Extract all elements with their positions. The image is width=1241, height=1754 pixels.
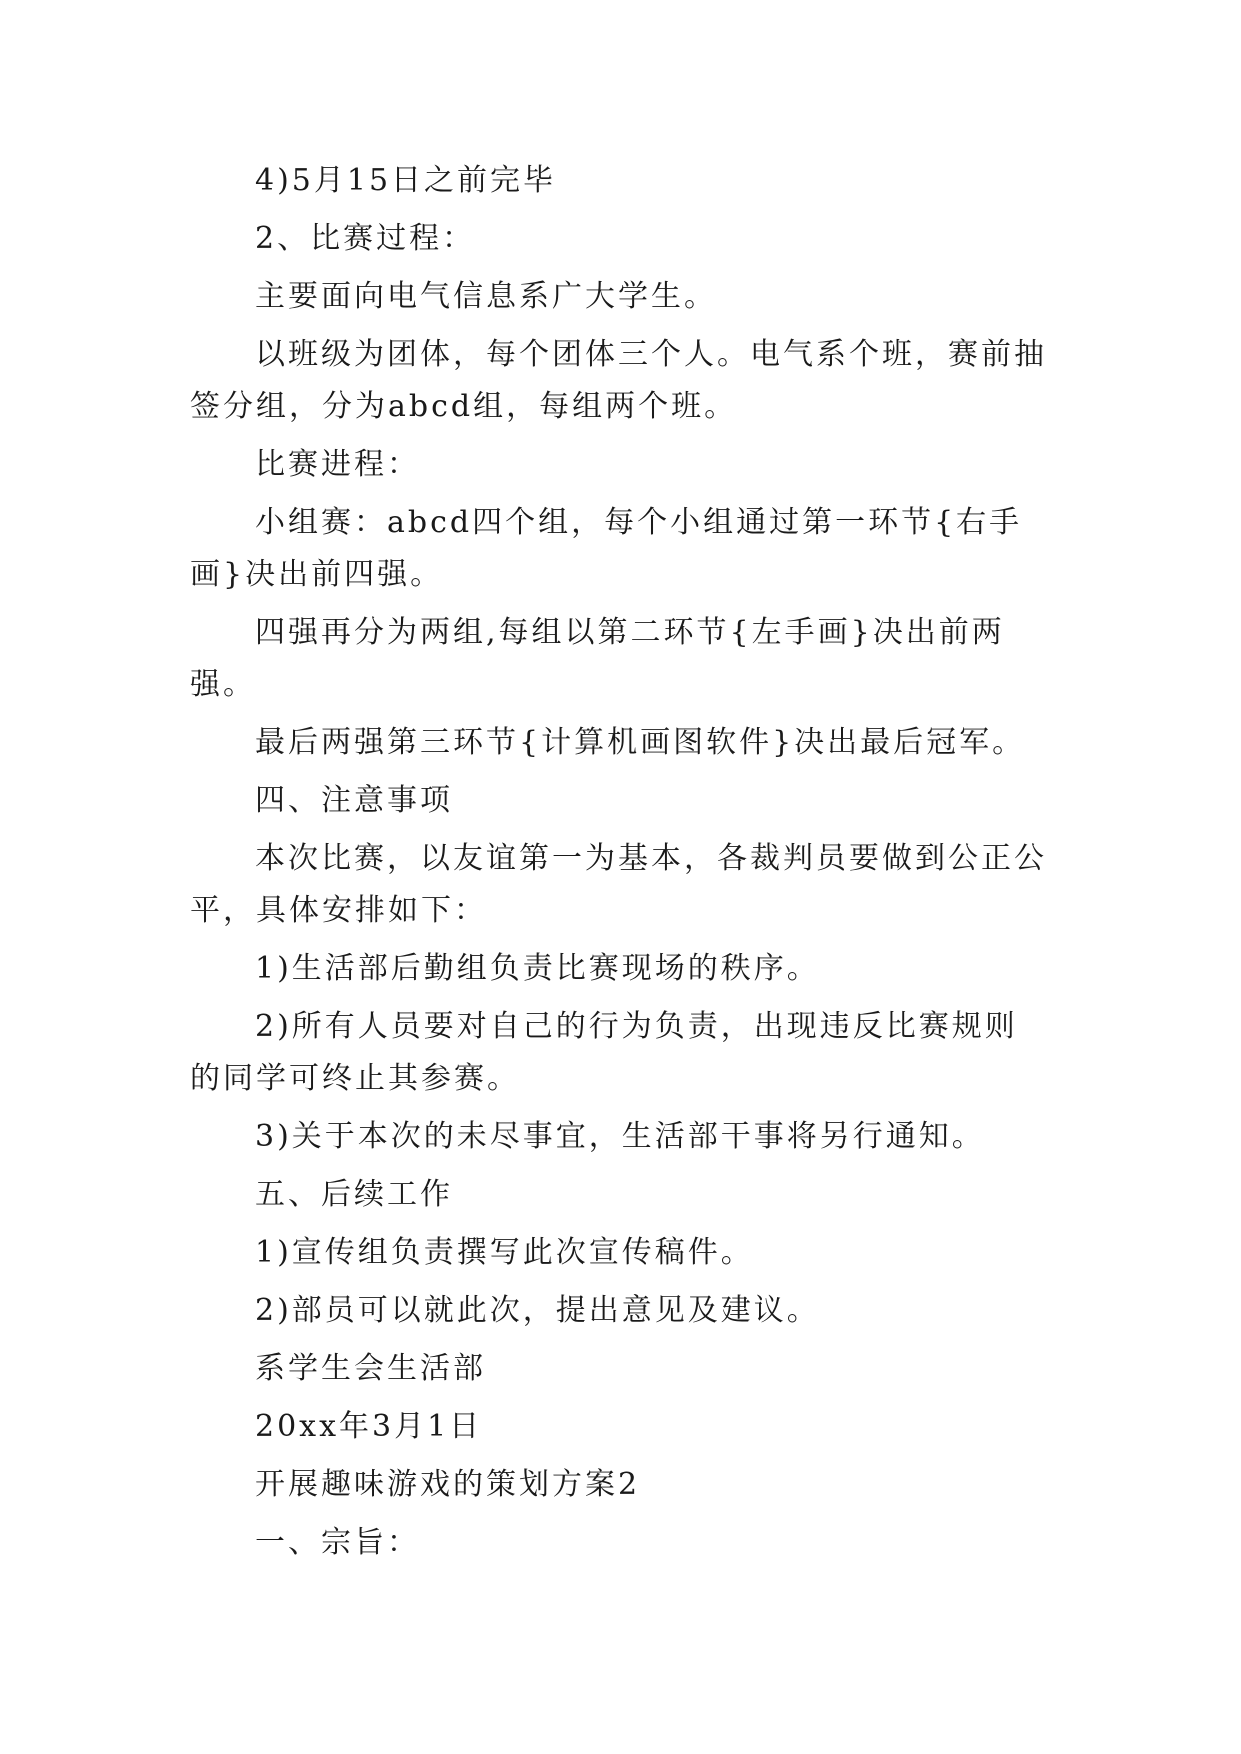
paragraph: 小组赛：abcd四个组，每个小组通过第一环节{右手画}决出前四强。 bbox=[190, 505, 1023, 592]
section-heading: 五、后续工作 bbox=[255, 1177, 453, 1212]
signature-date: 20xx年3月1日 bbox=[255, 1409, 483, 1444]
list-item: 3)关于本次的未尽事宜，生活部干事将另行通知。 bbox=[255, 1119, 985, 1154]
list-item: 2)部员可以就此次，提出意见及建议。 bbox=[255, 1293, 820, 1328]
paragraph: 比赛进程： bbox=[255, 447, 420, 482]
paragraph: 以班级为团体，每个团体三个人。电气系个班，赛前抽签分组，分为abcd组，每组两个班。 bbox=[190, 337, 1047, 424]
document-title: 开展趣味游戏的策划方案2 bbox=[255, 1467, 641, 1502]
list-item: 1)生活部后勤组负责比赛现场的秩序。 bbox=[255, 951, 820, 986]
list-item: 1)宣传组负责撰写此次宣传稿件。 bbox=[255, 1235, 754, 1270]
paragraph: 最后两强第三环节{计算机画图软件}决出最后冠军。 bbox=[255, 725, 1026, 760]
paragraph: 四强再分为两组,每组以第二环节{左手画}决出前两强。 bbox=[190, 615, 1005, 702]
section-subheading: 2、比赛过程： bbox=[255, 221, 476, 256]
paragraph: 主要面向电气信息系广大学生。 bbox=[255, 279, 717, 314]
paragraph: 4)5月15日之前完毕 bbox=[255, 163, 557, 198]
section-heading: 一、宗旨： bbox=[255, 1525, 420, 1560]
paragraph: 本次比赛，以友谊第一为基本，各裁判员要做到公正公平，具体安排如下： bbox=[190, 841, 1047, 928]
document-body bbox=[190, 155, 1050, 1575]
signature-organization: 系学生会生活部 bbox=[255, 1351, 486, 1386]
section-heading: 四、注意事项 bbox=[255, 783, 453, 818]
list-item: 2)所有人员要对自己的行为负责，出现违反比赛规则的同学可终止其参赛。 bbox=[190, 1009, 1018, 1096]
